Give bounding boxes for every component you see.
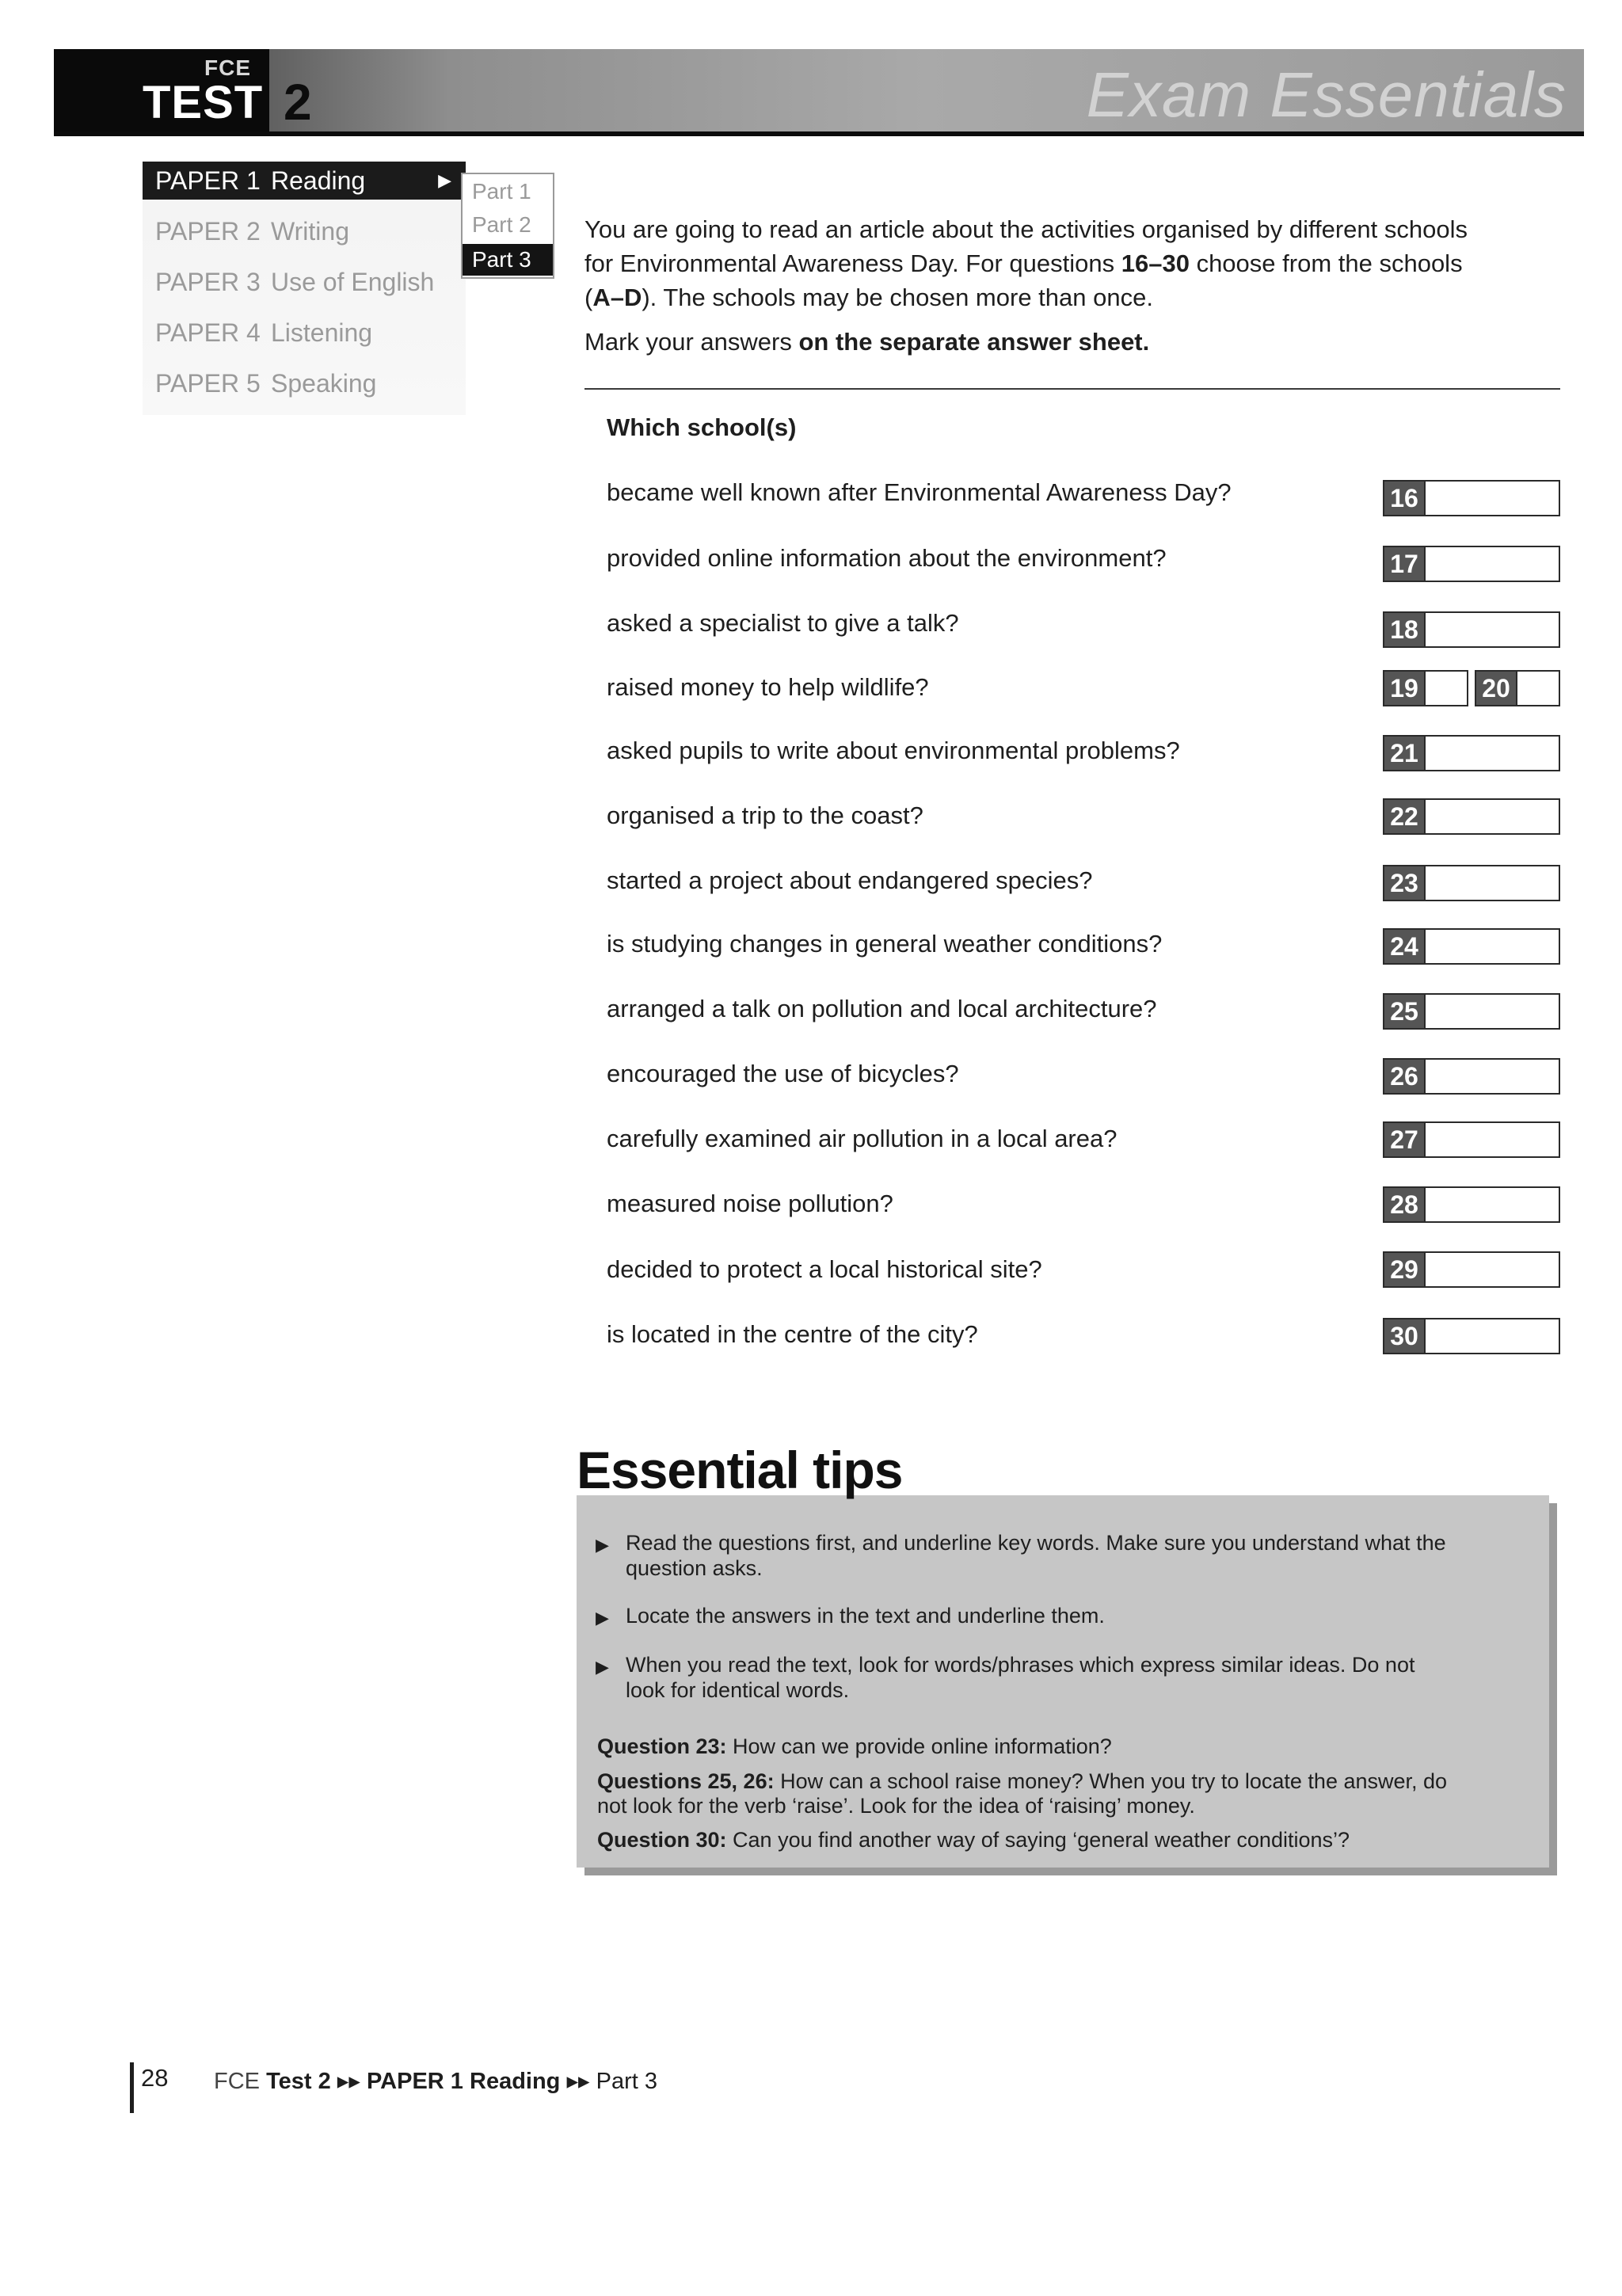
question-29-text: decided to protect a local historical site? bbox=[607, 1255, 1042, 1283]
header-banner bbox=[54, 49, 1584, 136]
answer-box-17[interactable] bbox=[1383, 546, 1560, 582]
instructions-line-3: (A–D). The schools may be chosen more than once. bbox=[584, 284, 1153, 311]
bullet-arrow-icon: ▶ bbox=[596, 1535, 609, 1555]
question-number: 29 bbox=[1384, 1253, 1426, 1286]
parts-nav bbox=[461, 173, 554, 279]
paper-nav bbox=[143, 162, 466, 415]
question-28-text: measured noise pollution? bbox=[607, 1190, 893, 1217]
page-number: 28 bbox=[141, 2064, 169, 2092]
questions-heading: Which school(s) bbox=[607, 413, 797, 441]
answer-box-19[interactable] bbox=[1383, 670, 1468, 706]
answer-box-18[interactable] bbox=[1383, 611, 1560, 648]
tips-heading: Essential tips bbox=[577, 1441, 903, 1499]
paper-number: PAPER 4 bbox=[155, 318, 261, 347]
question-number: 20 bbox=[1476, 672, 1517, 705]
question-number: 21 bbox=[1384, 737, 1426, 770]
question-19-20-text: raised money to help wildlife? bbox=[607, 673, 929, 701]
footer-breadcrumb: FCE Test 2 ▸▸ PAPER 1 Reading ▸▸ Part 3 bbox=[214, 2069, 658, 2094]
answer-box-29[interactable] bbox=[1383, 1251, 1560, 1288]
question-number: 26 bbox=[1384, 1060, 1426, 1093]
question-26-text: encouraged the use of bicycles? bbox=[607, 1060, 959, 1087]
answer-box-22[interactable] bbox=[1383, 798, 1560, 835]
question-17-text: provided online information about the environment? bbox=[607, 544, 1167, 572]
divider bbox=[584, 388, 1560, 390]
question-25-text: arranged a talk on pollution and local architecture? bbox=[607, 995, 1157, 1022]
paper-label: Use of English bbox=[271, 268, 435, 296]
question-27-text: carefully examined air pollution in a local area? bbox=[607, 1125, 1118, 1152]
question-number: 17 bbox=[1384, 547, 1426, 581]
tip-2: Locate the answers in the text and underline them. bbox=[626, 1604, 1105, 1628]
answer-box-26[interactable] bbox=[1383, 1058, 1560, 1095]
logo-fce: FCE bbox=[204, 55, 251, 80]
tip-questions-25-26: Questions 25, 26: How can a school raise money? When you try to locate the answer, do not look for the verb ‘raise’. Look for the idea of ‘raising’ money. bbox=[597, 1769, 1448, 1818]
answer-box-24[interactable] bbox=[1383, 928, 1560, 965]
instructions bbox=[584, 212, 1559, 314]
tip-question-23: Question 23: How can we provide online information? bbox=[597, 1734, 1112, 1758]
question-23-text: started a project about endangered species? bbox=[607, 866, 1093, 894]
question-24-text: is studying changes in general weather conditions? bbox=[607, 930, 1163, 958]
question-number: 27 bbox=[1384, 1123, 1426, 1156]
question-16-text: became well known after Environmental Awareness Day? bbox=[607, 478, 1232, 506]
paper-nav-item-listening[interactable] bbox=[143, 314, 466, 352]
double-arrow-icon: ▸▸ bbox=[566, 2069, 590, 2094]
question-number: 24 bbox=[1384, 930, 1426, 963]
answer-box-30[interactable] bbox=[1383, 1318, 1560, 1354]
question-number: 30 bbox=[1384, 1319, 1426, 1353]
paper-nav-item-use-of-english[interactable] bbox=[143, 263, 466, 301]
question-30-text: is located in the centre of the city? bbox=[607, 1320, 978, 1348]
question-22-text: organised a trip to the coast? bbox=[607, 802, 923, 829]
answer-box-25[interactable] bbox=[1383, 993, 1560, 1030]
double-arrow-icon: ▸▸ bbox=[337, 2069, 360, 2094]
instructions-line-2: for Environmental Awareness Day. For questions 16–30 choose from the schools bbox=[584, 249, 1463, 277]
question-number: 23 bbox=[1384, 866, 1426, 900]
bullet-arrow-icon: ▶ bbox=[596, 1657, 609, 1677]
test-number: 2 bbox=[284, 74, 312, 131]
answer-box-20[interactable] bbox=[1475, 670, 1560, 706]
answer-box-27[interactable] bbox=[1383, 1121, 1560, 1158]
part-nav-item-3[interactable]: Part 3 bbox=[463, 244, 553, 276]
question-number: 22 bbox=[1384, 800, 1426, 833]
question-number: 28 bbox=[1384, 1188, 1426, 1221]
part-nav-item-1[interactable]: Part 1 bbox=[472, 179, 531, 204]
answer-box-28[interactable] bbox=[1383, 1186, 1560, 1223]
mark-answers-instruction: Mark your answers on the separate answer sheet. bbox=[584, 328, 1150, 356]
paper-label: Speaking bbox=[271, 369, 377, 398]
paper-number: PAPER 2 bbox=[155, 217, 261, 246]
paper-nav-item-reading[interactable] bbox=[143, 162, 466, 200]
paper-label: Reading bbox=[271, 166, 366, 195]
question-21-text: asked pupils to write about environmental problems? bbox=[607, 737, 1180, 764]
answer-box-16[interactable] bbox=[1383, 480, 1560, 516]
paper-nav-item-writing[interactable] bbox=[143, 212, 466, 250]
question-number: 25 bbox=[1384, 995, 1426, 1028]
paper-label: Listening bbox=[271, 318, 373, 347]
tip-3: When you read the text, look for words/phrases which express similar ideas. Do not look for identical words. bbox=[626, 1653, 1415, 1702]
instructions-line-1: You are going to read an article about the activities organised by different schools bbox=[584, 215, 1468, 243]
paper-label: Writing bbox=[271, 217, 349, 246]
logo bbox=[54, 49, 269, 131]
answer-box-21[interactable] bbox=[1383, 735, 1560, 771]
paper-nav-item-speaking[interactable] bbox=[143, 364, 466, 402]
bullet-arrow-icon: ▶ bbox=[596, 1608, 609, 1628]
paper-number: PAPER 3 bbox=[155, 268, 261, 296]
paper-number: PAPER 1 bbox=[155, 166, 261, 195]
logo-test: TEST bbox=[143, 77, 264, 128]
play-arrow-icon: ▶ bbox=[438, 170, 451, 190]
part-nav-item-2[interactable]: Part 2 bbox=[472, 212, 531, 237]
tip-question-30: Question 30: Can you find another way of saying ‘general weather conditions’? bbox=[597, 1828, 1350, 1852]
answer-box-23[interactable] bbox=[1383, 865, 1560, 901]
question-number: 18 bbox=[1384, 613, 1426, 646]
tip-1: Read the questions first, and underline key words. Make sure you understand what the question asks. bbox=[626, 1531, 1446, 1580]
paper-number: PAPER 5 bbox=[155, 369, 261, 398]
banner-title: Exam Essentials bbox=[1086, 59, 1567, 130]
question-number: 16 bbox=[1384, 482, 1426, 515]
question-number: 19 bbox=[1384, 672, 1426, 705]
footer-rule bbox=[130, 2062, 134, 2113]
question-18-text: asked a specialist to give a talk? bbox=[607, 609, 959, 637]
